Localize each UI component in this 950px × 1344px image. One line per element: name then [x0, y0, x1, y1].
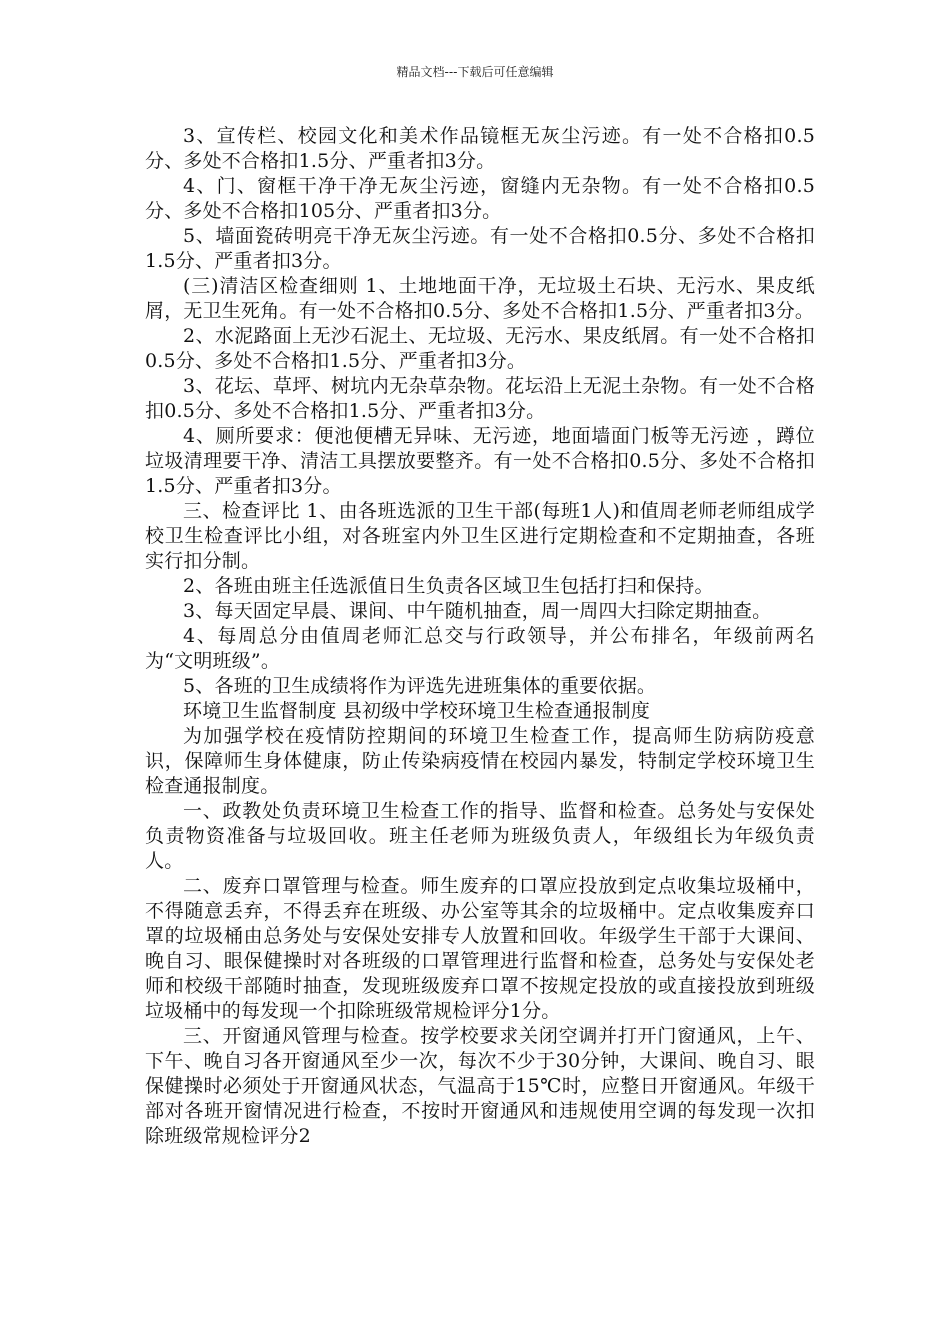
paragraph-14: 为加强学校在疫情防控期间的环境卫生检查工作，提高师生防病防疫意识，保障师生身体健康，防止传染病疫情在校园内暴发，特制定学校环境卫生检查通报制度。 — [145, 725, 815, 797]
paragraph-12: 5、各班的卫生成绩将作为评选先进班集体的重要依据。 — [183, 675, 657, 697]
paragraph-15: 一、政教处负责环境卫生检查工作的指导、监督和检查。总务处与安保处负责物资准备与垃圾回收。班主任老师为班级负责人，年级组长为年级负责人。 — [145, 800, 815, 872]
paragraph-9: 2、各班由班主任选派值日生负责各区域卫生包括打扫和保持。 — [183, 575, 714, 597]
paragraph-17: 三、开窗通风管理与检查。按学校要求关闭空调并打开门窗通风，上午、下午、晚自习各开窗通风至少一次，每次不少于30分钟，大课间、晚自习、眼保健操时必须处于开窗通风状态，气温高于15℃时，应整日开窗通风。年级干部对各班开窗情况进行检查，不按时开窗通风和违规使用空调的每发现一次扣除班级常规检评分2 — [145, 1025, 815, 1147]
paragraph-10: 3、每天固定早晨、课间、中午随机抽查，周一周四大扫除定期抽查。 — [183, 600, 772, 622]
paragraph-4: (三)清洁区检查细则 1、土地地面干净，无垃圾土石块、无污水、果皮纸屑，无卫生死角。有一处不合格扣0.5分、多处不合格扣1.5分、严重者扣3分。 — [145, 275, 815, 322]
document-body — [145, 124, 815, 1149]
paragraph-16: 二、废弃口罩管理与检查。师生废弃的口罩应投放到定点收集垃圾桶中，不得随意丢弃，不得丢弃在班级、办公室等其余的垃圾桶中。定点收集废弃口罩的垃圾桶由总务处与安保处安排专人放置和回收。年级学生干部于大课间、晚自习、眼保健操时对各班级的口罩管理进行监督和检查，总务处与安保处老师和校级干部随时抽查，发现班级废弃口罩不按规定投放的或直接投放到班级垃圾桶中的每发现一个扣除班级常规检评分1分。 — [145, 875, 815, 1022]
paragraph-7: 4、厕所要求：便池便槽无异味、无污迹，地面墙面门板等无污迹 ，蹲位垃圾清理要干净、清洁工具摆放要整齐。有一处不合格扣0.5分、多处不合格扣1.5分、严重者扣3分。 — [145, 425, 815, 497]
paragraph-5: 2、水泥路面上无沙石泥土、无垃圾、无污水、果皮纸屑。有一处不合格扣0.5分、多处不合格扣1.5分、严重者扣3分。 — [145, 325, 815, 372]
section-title: 环境卫生监督制度 县初级中学校环境卫生检查通报制度 — [183, 700, 651, 722]
paragraph-11: 4、每周总分由值周老师汇总交与行政领导，并公布排名，年级前两名为“文明班级”。 — [145, 625, 815, 672]
paragraph-3: 5、墙面瓷砖明亮干净无灰尘污迹。有一处不合格扣0.5分、多处不合格扣1.5分、严重者扣3分。 — [145, 225, 815, 272]
paragraph-6: 3、花坛、草坪、树坑内无杂草杂物。花坛沿上无泥土杂物。有一处不合格扣0.5分、多处不合格扣1.5分、严重者扣3分。 — [145, 375, 815, 422]
paragraph-1: 3、宣传栏、校园文化和美术作品镜框无灰尘污迹。有一处不合格扣0.5分、多处不合格扣1.5分、严重者扣3分。 — [145, 125, 815, 172]
page-header: 精品文档---下载后可任意编辑 — [396, 65, 554, 79]
paragraph-2: 4、门、窗框干净干净无灰尘污迹，窗缝内无杂物。有一处不合格扣0.5分、多处不合格扣105分、严重者扣3分。 — [145, 175, 815, 222]
paragraph-8: 三、检查评比 1、由各班选派的卫生干部(每班1人)和值周老师老师组成学校卫生检查评比小组，对各班室内外卫生区进行定期检查和不定期抽查，各班实行扣分制。 — [145, 500, 815, 572]
